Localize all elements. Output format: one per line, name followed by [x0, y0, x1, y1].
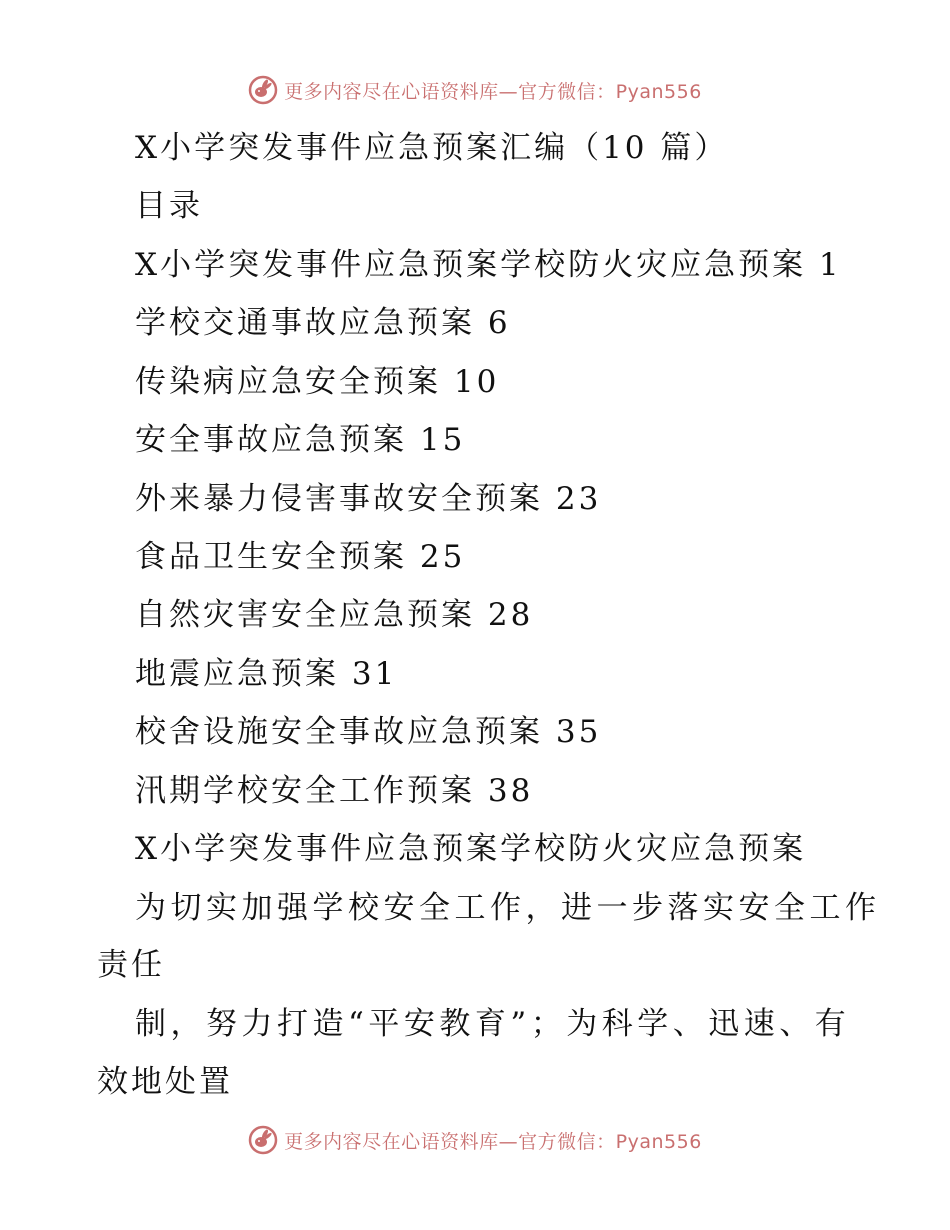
body-paragraph-line: 制，努力打造“平安教育”；为科学、迅速、有	[135, 1006, 851, 1042]
watermark-text: 更多内容尽在心语资料库—官方微信：Pyan556	[284, 80, 702, 103]
watermark-banner-top	[0, 70, 950, 110]
toc-heading: 目录	[135, 188, 203, 224]
toc-item: 地震应急预案 31	[135, 656, 398, 692]
toc-item: 传染病应急安全预案 10	[135, 364, 500, 400]
watermark-text: 更多内容尽在心语资料库—官方微信：Pyan556	[284, 1130, 702, 1153]
document-title: X小学突发事件应急预案汇编（10 篇）	[135, 130, 729, 166]
watermark-banner-bottom	[0, 1120, 950, 1160]
toc-item: 安全事故应急预案 15	[135, 422, 466, 458]
toc-item: 学校交通事故应急预案 6	[135, 305, 511, 341]
body-paragraph-line: 为切实加强学校安全工作，进一步落实安全工作	[135, 890, 881, 926]
toc-item: X小学突发事件应急预案学校防火灾应急预案 1	[135, 247, 842, 283]
body-paragraph-line: 效地处置	[97, 1064, 233, 1100]
rabbit-logo-icon	[248, 75, 278, 105]
rabbit-logo-icon	[248, 1125, 278, 1155]
body-paragraph-line: 责任	[97, 947, 165, 983]
toc-item: 自然灾害安全应急预案 28	[135, 597, 534, 633]
section-heading: X小学突发事件应急预案学校防火灾应急预案	[135, 831, 807, 867]
toc-item: 汛期学校安全工作预案 38	[135, 773, 534, 809]
toc-item: 外来暴力侵害事故安全预案 23	[135, 481, 602, 517]
toc-item: 校舍设施安全事故应急预案 35	[135, 714, 602, 750]
toc-item: 食品卫生安全预案 25	[135, 539, 466, 575]
